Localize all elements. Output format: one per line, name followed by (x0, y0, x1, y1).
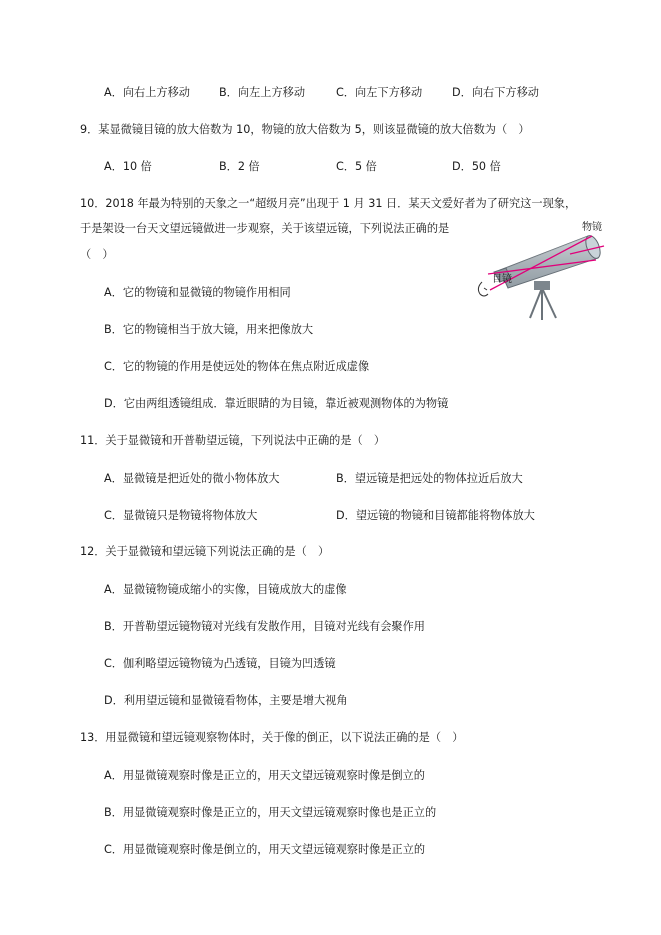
q9-option-d: D．50 倍 (452, 160, 501, 173)
q10-option-c: C．它的物镜的作用是使远处的物体在焦点附近成虚像 (104, 360, 370, 373)
q9-option-c: C．5 倍 (336, 160, 377, 173)
q8-option-d: D．向右下方移动 (452, 86, 539, 99)
q8-option-a: A．向右上方移动 (104, 86, 190, 99)
q13-option-c: C．用显微镜观察时像是倒立的，用天文望远镜观察时像是正立的 (104, 843, 426, 856)
q9-option-b: B．2 倍 (219, 160, 260, 173)
q12-stem: 12．关于显微镜和望远镜下列说法正确的是（ ） (80, 545, 330, 558)
q11-option-c: C．显微镜只是物镜将物体放大 (104, 509, 258, 522)
q11-option-d: D．望远镜的物镜和目镜都能将物体放大 (336, 509, 535, 522)
telescope-figure (470, 218, 620, 323)
q10-stem-line1: 10．2018 年最为特别的天象之一“超级月亮”出现于 1 月 31 日．某天文爱好者为了研究这一现象， (80, 197, 577, 210)
q10-stem-line3: （ ） (80, 248, 114, 261)
q10-stem-line2: 于是架设一台天文望远镜做进一步观察，关于该望远镜，下列说法正确的是 (80, 222, 450, 235)
q12-option-b: B．开普勒望远镜物镜对光线有发散作用，目镜对光线有会聚作用 (104, 620, 425, 633)
q11-option-a: A．显微镜是把近处的微小物体放大 (104, 472, 280, 485)
tripod (530, 288, 556, 320)
objective-label: 物镜 (582, 222, 602, 233)
q13-option-a: A．用显微镜观察时像是正立的，用天文望远镜观察时像是倒立的 (104, 769, 425, 782)
q13-option-b: B．用显微镜观察时像是正立的，用天文望远镜观察时像也是正立的 (104, 806, 437, 819)
q10-option-d: D．它由两组透镜组成．靠近眼睛的为目镜，靠近被观测物体的为物镜 (104, 397, 449, 410)
q12-option-a: A．显微镜物镜成缩小的实像，目镜成放大的虚像 (104, 583, 347, 596)
eye-icon (478, 282, 488, 296)
q12-option-c: C．伽利略望远镜物镜为凸透镜，目镜为凹透镜 (104, 657, 336, 670)
q11-stem: 11．关于显微镜和开普勒望远镜，下列说法中正确的是（ ） (80, 434, 386, 447)
q11-option-b: B．望远镜是把远处的物体拉近后放大 (336, 472, 523, 485)
q10-option-a: A．它的物镜和显微镜的物镜作用相同 (104, 286, 291, 299)
q8-option-c: C．向左下方移动 (336, 86, 423, 99)
q9-stem: 9．某显微镜目镜的放大倍数为 10，物镜的放大倍数为 5，则该显微镜的放大倍数为（ ） (80, 123, 530, 136)
q10-option-b: B．它的物镜相当于放大镜，用来把像放大 (104, 323, 314, 336)
q13-stem: 13．用显微镜和望远镜观察物体时，关于像的倒正，以下说法正确的是（ ） (80, 731, 464, 744)
eyepiece-label: 目镜 (492, 274, 512, 285)
mount (534, 281, 550, 290)
q12-option-d: D．利用望远镜和显微镜看物体，主要是增大视角 (104, 694, 348, 707)
q9-option-a: A．10 倍 (104, 160, 152, 173)
q8-option-b: B．向左上方移动 (219, 86, 306, 99)
